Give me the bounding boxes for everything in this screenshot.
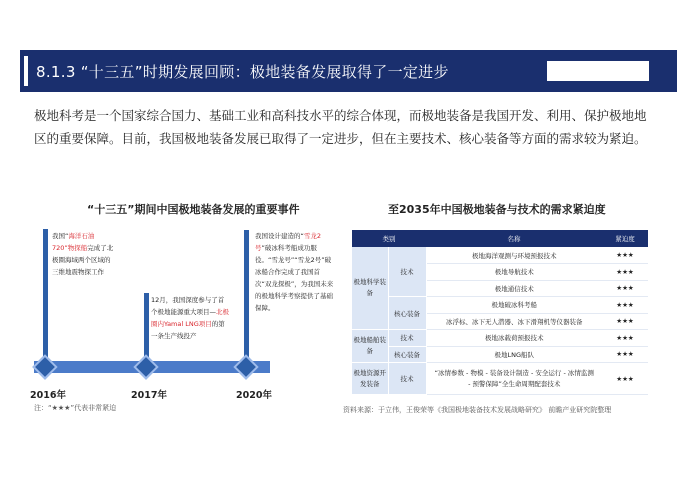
urgency-cell: ★★★ [602,313,648,330]
subcategory-cell: 核心装备 [388,346,426,363]
urgency-cell: ★★★ [602,264,648,281]
timeline-note: 注：“★★★”代表非常紧迫 [34,404,117,412]
table-row [352,297,648,314]
name-cell: 极地冰载荷预报技术 [426,330,602,347]
name-cell: “冰情参数 - 物模 - 装备设计制造 - 安全运行 - 冰情监测 - 预警保障”全生命周期配套技术 [426,363,602,395]
timeline-event-2016: 我国“海洋石油720”物探船完成了北极圈海域两个区域的三维地震物探工作 [52,232,114,276]
column-header-category: 类别 [352,230,426,247]
source-note: 资料来源：于立伟，王俊荣等《我国极地装备技术发展战略研究》 前瞻产业研究院整理 [343,406,612,414]
intro-paragraph: 极地科考是一个国家综合国力、基础工业和高科技水平的综合体现，而极地装备是我国开发、利用、保护极地地区的重要保障。目前，我国极地装备发展已取得了一定进步，但在主要技术、核心装备等方面的需求较为紧迫。 [34,108,647,146]
name-cell: 极地海洋观测与环境预报技术 [426,247,602,264]
timeline-year-2016: 2016年 [30,390,66,401]
urgency-cell: ★★★ [602,330,648,347]
timeline-event-2017: 12月，我国深度参与了首个极地能源重大项目—北极圈内Yamal LNG项目的第一条生产线投产 [151,296,229,340]
name-cell: 极地LNG船队 [426,346,602,363]
timeline-marker-2016 [32,354,57,379]
table-row [352,363,648,395]
name-cell: 极地破冰科考船 [426,297,602,314]
timeline-event-2020: 我国设计建造的“雪龙2号”破冰科考船成功服役。“雪龙号”“雪龙2号”破冰船合作完成了我国首次“双龙探极”，为我国未来的极地科学考察提供了基础保障。 [255,232,334,312]
table-header-row [352,230,648,247]
table-title: 至2035年中国极地装备与技术的需求紧迫度 [388,203,606,216]
subcategory-cell: 技术 [388,363,426,395]
name-cell: 极地通信技术 [426,280,602,297]
subcategory-cell: 技术 [388,330,426,347]
table-row [352,346,648,363]
timeline-bar-2016 [43,229,48,369]
title-accent-mark [24,56,28,86]
timeline-marker-2017 [133,354,158,379]
name-cell: 极地导航技术 [426,264,602,281]
urgency-table [352,230,648,395]
timeline-year-2020: 2020年 [236,390,272,401]
timeline-bar-2020 [244,230,249,369]
subcategory-cell: 核心装备 [388,297,426,330]
urgency-cell: ★★★ [602,280,648,297]
timeline-title: “十三五”期间中国极地装备发展的重要事件 [87,203,300,216]
urgency-cell: ★★★ [602,346,648,363]
title-badge-box [547,61,649,81]
section-title: 8.1.3 “十三五”时期发展回顾：极地装备发展取得了一定进步 [36,63,449,81]
urgency-cell: ★★★ [602,363,648,395]
urgency-cell: ★★★ [602,297,648,314]
name-cell: 冰浮标、冰下无人潜器、冰下滑翔机等仪器装备 [426,313,602,330]
category-cell: 极地资源开发装备 [352,363,388,395]
timeline-year-2017: 2017年 [131,390,167,401]
category-cell: 极地船舶装备 [352,330,388,363]
timeline-marker-2020 [233,354,258,379]
column-header-urgency: 紧迫度 [602,230,648,247]
column-header-name: 名称 [426,230,602,247]
category-cell: 极地科学装备 [352,247,388,330]
table-row [352,330,648,347]
table-row [352,247,648,264]
urgency-cell: ★★★ [602,247,648,264]
subcategory-cell: 技术 [388,247,426,297]
